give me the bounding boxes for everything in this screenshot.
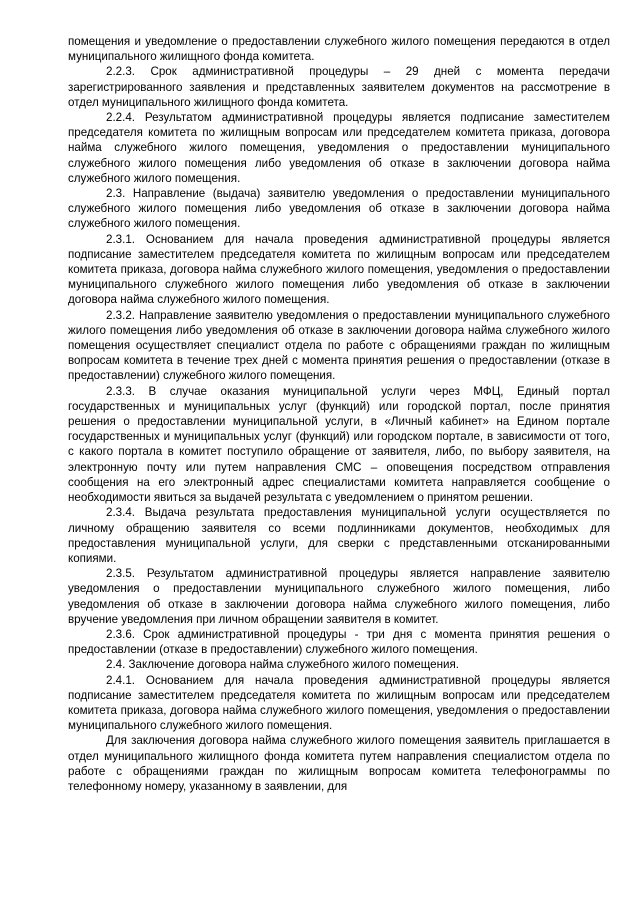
paragraph: 2.3.4. Выдача результата предоставления муниципальной услуги осуществляется по личному обращению заявителя со всеми подлинниками документов, необходимых для предоставления муниципальной услуги, для сверки с представленными отсканированными копиями. bbox=[68, 506, 610, 565]
document-page bbox=[68, 34, 610, 794]
paragraph: 2.3.1. Основанием для начала проведения административной процедуры является подписание заместителем председателя комитета по жилищным вопросам или председателем комитета приказа, договора найма служебного жилого помещения, уведомления о предоставлении муниципального служебного жилого помещения либо уведомления об отказе в заключении договора найма служебного жилого помещения. bbox=[68, 232, 610, 307]
paragraph: 2.3.3. В случае оказания муниципальной услуги через МФЦ, Единый портал государственных и муниципальных услуг (функций) или городской портал, после принятия решения о предоставлении муниципальной услуги, в «Личный кабинет» на Едином портале государственных и муниципальных услуг (функций) или городском портале, в зависимости от того, с какого портала в комитет поступило обращение от заявителя, либо, по выбору заявителя, на электронную почту или путем направления СМС – оповещения посредством отправления сообщения на его электронный адрес специалистами комитета направляется сообщение о необходимости явиться за выдачей результата с уведомлением о принятом решении. bbox=[68, 384, 610, 505]
paragraph: 2.4.1. Основанием для начала проведения административной процедуры является подписание заместителем председателя комитета по жилищным вопросам или председателем комитета приказа, договора найма служебного жилого помещения, уведомления о предоставлении муниципального служебного жилого помещения. bbox=[68, 673, 610, 733]
paragraph: 2.3.5. Результатом административной процедуры является направление заявителю уведомления о предоставлении муниципального служебного жилого помещения, либо уведомления об отказе в заключении договора найма служебного жилого помещения, либо вручение уведомления при личном обращении заявителя в комитет. bbox=[68, 567, 610, 626]
paragraph: 2.3.2. Направление заявителю уведомления о предоставлении муниципального служебного жилого помещения либо уведомления об отказе в заключении договора найма служебного жилого помещения осуществляет специалист отдела по работе с обращениями граждан по жилищным вопросам комитета в течение трех дней с момента принятия решения о предоставлении (отказе в предоставлении) служебного жилого помещения. bbox=[68, 308, 610, 383]
paragraph: 2.4. Заключение договора найма служебного жилого помещения. bbox=[106, 658, 459, 672]
paragraph: 2.2.4. Результатом административной процедуры является подписание заместителем председателя комитета по жилищным вопросам или председателем комитета приказа, договора найма служебного жилого помещения, уведомления о предоставлении муниципального служебного жилого помещения либо уведомления об отказе в заключении договора найма служебного жилого помещения. bbox=[68, 111, 610, 185]
paragraph: 2.3. Направление (выдача) заявителю уведомления о предоставлении муниципального служебного жилого помещения либо уведомления об отказе в заключении договора найма служебного жилого помещения. bbox=[68, 187, 610, 231]
paragraph: 2.3.6. Срок административной процедуры - три дня с момента принятия решения о предоставлении (отказе в предоставлении) служебного жилого помещения. bbox=[68, 627, 610, 657]
paragraph: Для заключения договора найма служебного жилого помещения заявитель приглашается в отдел муниципального жилищного фонда комитета путем направления специалистом отдела по работе с обращениями граждан по жилищным вопросам комитета телефонограммы по телефонному номеру, указанному в заявлении, для bbox=[68, 734, 610, 793]
paragraph: 2.2.3. Срок административной процедуры – 29 дней с момента передачи зарегистрированного заявления и представленных заявителем документов на рассмотрение в отдел муниципального жилищного фонда комитета. bbox=[68, 65, 610, 109]
paragraph: помещения и уведомление о предоставлении служебного жилого помещения передаются в отдел муниципального жилищного фонда комитета. bbox=[68, 35, 610, 64]
